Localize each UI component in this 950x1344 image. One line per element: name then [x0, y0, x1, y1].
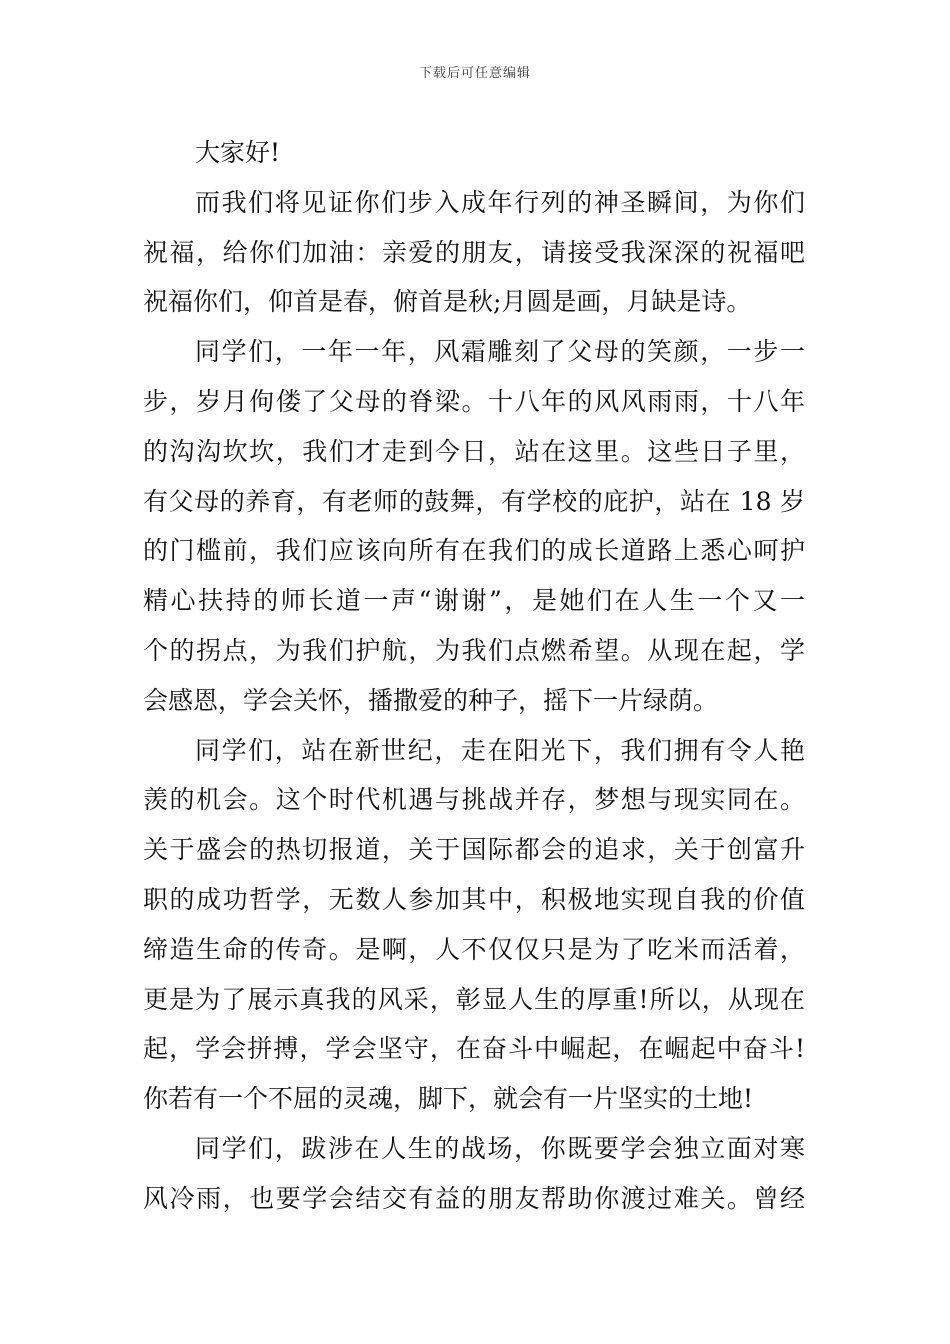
text-line: 精心扶持的师长道一声“谢谢”，是她们在人生一个又一 — [143, 586, 805, 616]
text-line: 的沟沟坎坎，我们才走到今日，站在这里。这些日子里， — [143, 436, 805, 466]
text-line: 会感恩，学会关怀，播撒爱的种子，摇下一片绿荫。 — [143, 685, 719, 715]
text-line: 起，学会拼搏，学会坚守，在奋斗中崛起，在崛起中奋斗! — [143, 1034, 805, 1064]
text-line: 祝福你们，仰首是春，俯首是秋;月圆是画，月缺是诗。 — [143, 287, 752, 317]
text-line: 风冷雨，也要学会结交有益的朋友帮助你渡过难关。曾经 — [143, 1183, 805, 1213]
text-line: 缔造生命的传奇。是啊，人不仅仅只是为了吃米而活着， — [143, 934, 805, 964]
text-line: 关于盛会的热切报道，关于国际都会的追求，关于创富升 — [143, 835, 805, 865]
text-line: 同学们，一年一年，风霜雕刻了父母的笑颜，一步一 — [195, 337, 805, 367]
text-line: 同学们，站在新世纪，走在阳光下，我们拥有令人艳 — [195, 735, 805, 765]
text-line: 而我们将见证你们步入成年行列的神圣瞬间，为你们 — [195, 187, 805, 217]
text-line: 更是为了展示真我的风采，彰显人生的厚重!所以，从现在 — [143, 984, 805, 1014]
page-header: 下载后可任意编辑 — [418, 66, 531, 81]
text-line: 的门槛前，我们应该向所有在我们的成长道路上悉心呵护 — [143, 536, 805, 566]
text-line: 同学们，跋涉在人生的战场，你既要学会独立面对寒 — [195, 1133, 805, 1163]
text-line: 羡的机会。这个时代机遇与挑战并存，梦想与现实同在。 — [143, 785, 805, 815]
text-line: 祝福，给你们加油：亲爱的朋友，请接受我深深的祝福吧 — [143, 237, 805, 267]
text-line: 职的成功哲学，无数人参加其中，积极地实现自我的价值 — [143, 884, 805, 914]
text-line: 大家好! — [195, 138, 281, 167]
text-line: 有父母的养育，有老师的鼓舞，有学校的庇护，站在 18 岁 — [143, 486, 805, 516]
document-body — [143, 128, 805, 1224]
text-line: 个的拐点，为我们护航，为我们点燃希望。从现在起，学 — [143, 635, 805, 665]
text-line: 你若有一个不屈的灵魂，脚下，就会有一片坚实的土地! — [143, 1084, 754, 1114]
text-line: 步，岁月佝偻了父母的脊梁。十八年的风风雨雨，十八年 — [143, 386, 805, 416]
